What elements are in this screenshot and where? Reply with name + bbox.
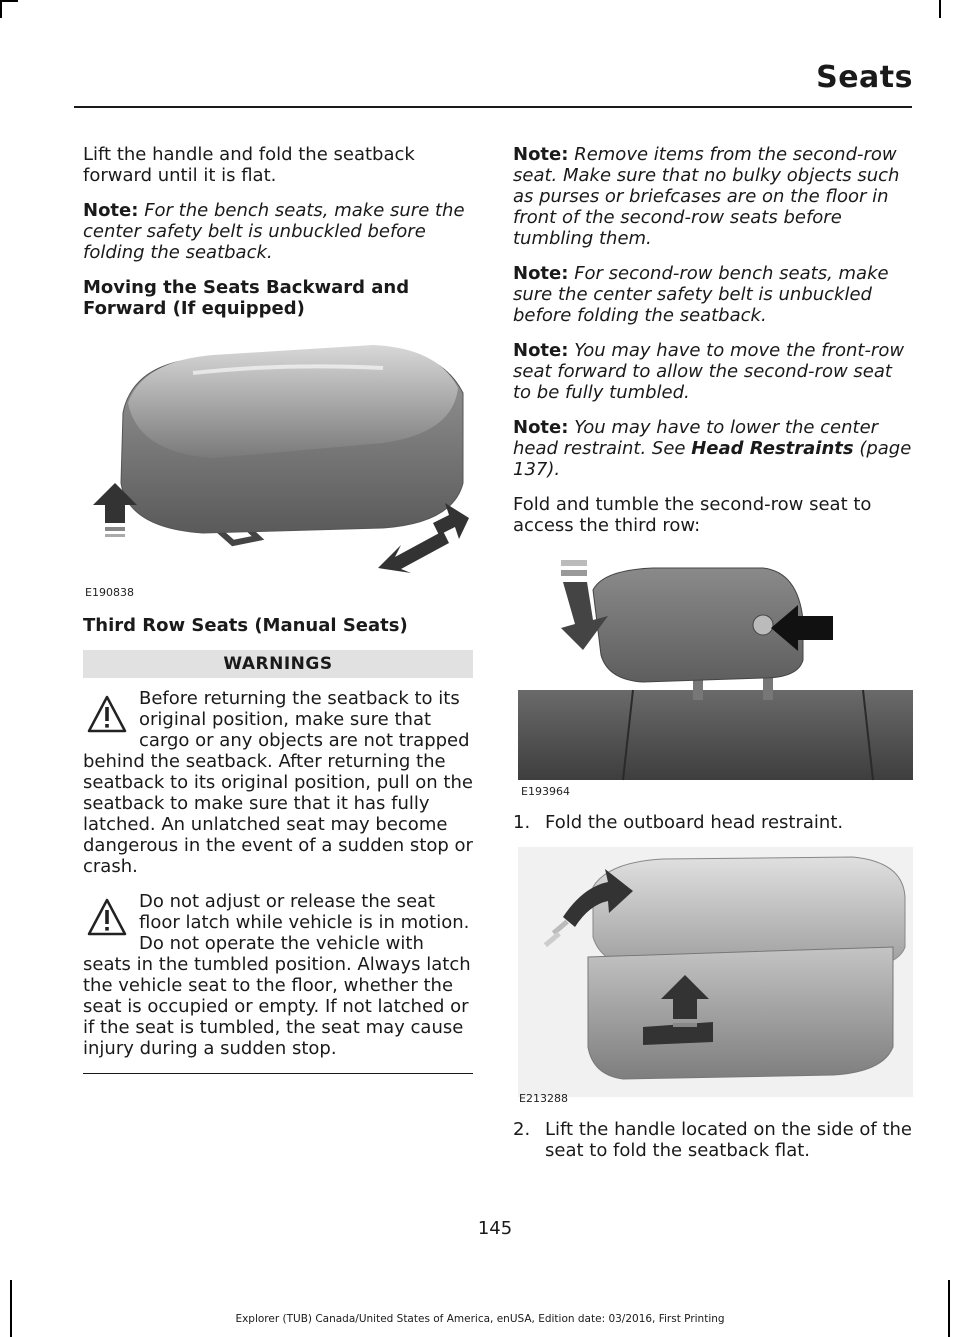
head-restraint-illustration [513, 550, 913, 800]
seatback-handle-illustration [513, 847, 913, 1107]
figure-code: E193964 [521, 785, 570, 798]
warnings-header: WARNINGS [83, 650, 473, 678]
note-text: Remove items from the second-row seat. Make sure that no bulky objects such as purses or briefcases are on the floor in front of the second-row seats before tumbling them. [513, 144, 900, 249]
figure-seat-cushion [83, 333, 473, 601]
note-label: Note: [513, 417, 569, 438]
note [513, 144, 913, 249]
note-text: For the bench seats, make sure the center safety belt is unbuckled before folding the seatback. [83, 200, 465, 263]
warning-text: Before returning the seatback to its original position, make sure that cargo or any objects are not trapped behind the seatback. After returning the seatback to its original position, pull on the seatback to make sure that it has fully latched. An unlatched seat may become dangerous in the event of a sudden stop or crash. [83, 688, 473, 877]
seat-cushion-illustration [83, 333, 473, 601]
intro-paragraph: Fold and tumble the second-row seat to access the third row: [513, 494, 872, 536]
figure-head-restraint [513, 550, 913, 800]
note [513, 417, 913, 480]
step-text: Lift the handle located on the side of the seat to fold the seatback flat. [545, 1119, 912, 1161]
warning-item [83, 891, 473, 1059]
note-label: Note: [513, 144, 569, 165]
page-title: Seats [816, 60, 913, 95]
crop-mark [0, 0, 2, 18]
crop-mark [10, 1280, 12, 1337]
crop-mark [948, 1280, 950, 1337]
step-item [513, 1119, 913, 1161]
note [83, 200, 473, 263]
note-label: Note: [513, 340, 569, 361]
warning-triangle-icon [87, 897, 127, 937]
crop-mark [0, 0, 18, 2]
crop-mark [939, 0, 941, 18]
header-rule [74, 106, 912, 108]
section-heading: Third Row Seats (Manual Seats) [83, 615, 408, 636]
right-column [513, 144, 913, 1173]
cross-reference-link[interactable]: Head Restraints [691, 438, 854, 459]
warning-item [83, 688, 473, 877]
page-number: 145 [477, 1218, 513, 1239]
step-item [513, 812, 913, 833]
figure-code: E190838 [85, 586, 134, 599]
figure-code: E213288 [519, 1092, 568, 1105]
note [513, 340, 913, 403]
note-label: Note: [83, 200, 139, 221]
figure-seatback-handle [513, 847, 913, 1107]
intro-paragraph: Lift the handle and fold the seatback forward until it is flat. [83, 144, 415, 186]
section-heading: Moving the Seats Backward and Forward (If equipped) [83, 277, 410, 319]
note-text: You may have to move the front-row seat forward to allow the second-row seat to be fully tumbled. [513, 340, 905, 403]
note-label: Note: [513, 263, 569, 284]
step-text: Fold the outboard head restraint. [545, 812, 844, 833]
note-text: For second-row bench seats, make sure the center safety belt is unbuckled before folding the seatback. [513, 263, 889, 326]
warning-triangle-icon [87, 694, 127, 734]
note [513, 263, 913, 326]
warning-text: Do not adjust or release the seat floor latch while vehicle is in motion. Do not operate the vehicle with seats in the tumbled position. Always latch the vehicle seat to the floor, whether the seat is occupied or empty. If not latched or if the seat is tumbled, the seat may cause injury during a sudden stop. [83, 891, 471, 1059]
warnings-rule [83, 1073, 473, 1074]
footer-text: Explorer (TUB) Canada/United States of America, enUSA, Edition date: 03/2016, First Printing [235, 1313, 725, 1325]
step-number: 1. [513, 812, 531, 833]
left-column [83, 144, 473, 1074]
note-text: (page 137). [513, 438, 912, 480]
step-number: 2. [513, 1119, 531, 1140]
note-text: You may have to lower the center head restraint. See [513, 417, 879, 459]
